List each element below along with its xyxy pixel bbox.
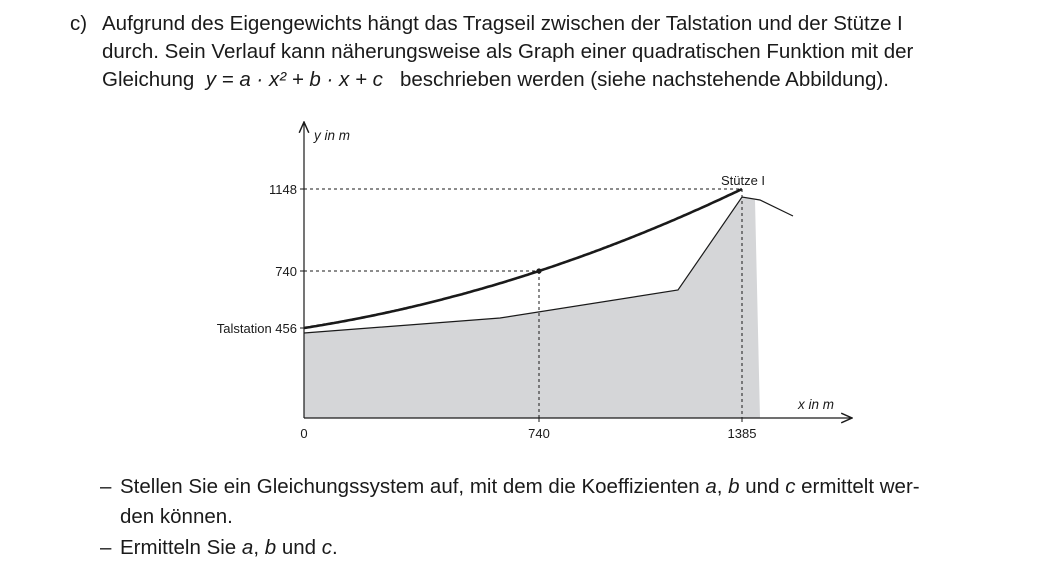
task-line-3-pre: Gleichung bbox=[102, 68, 195, 91]
task-text bbox=[102, 10, 1022, 94]
sep-2: , bbox=[253, 536, 260, 559]
task-line-2: durch. Sein Verlauf kann näherungsweise als Graph einer quadratischen Funktion mit der bbox=[102, 40, 914, 63]
subtask-1-part-a: Stellen Sie ein Gleichungssystem auf, mit dem die Koeffizienten bbox=[120, 475, 700, 498]
var-a-2: a bbox=[241, 536, 254, 559]
und-2: und bbox=[281, 536, 317, 559]
subtask-2-part-a: Ermitteln Sie bbox=[120, 536, 237, 559]
subtask-1-dash: – bbox=[100, 475, 112, 498]
subtask-2-text bbox=[120, 533, 1000, 563]
subtask-1-line-2: den können. bbox=[120, 505, 233, 528]
task-line-3-post: beschrieben werden (siehe nachstehende Abbildung). bbox=[399, 68, 889, 91]
subtask-2-dash: – bbox=[100, 536, 112, 559]
equation: y = a · x² + b · x + c bbox=[205, 68, 383, 91]
point-740 bbox=[536, 268, 541, 273]
var-b: b bbox=[728, 475, 740, 498]
var-c: c bbox=[785, 475, 796, 498]
y-tick-label-talstation: Talstation 456 bbox=[216, 321, 297, 336]
x-tick-label-1385: 1385 bbox=[727, 426, 757, 441]
und-1: und bbox=[745, 475, 780, 498]
subtask-2-end: . bbox=[332, 536, 338, 559]
task-label: c) bbox=[70, 12, 88, 35]
y-tick-label-1148: 1148 bbox=[269, 182, 297, 197]
x-tick-label-0: 0 bbox=[300, 426, 308, 441]
x-axis-label: x in m bbox=[798, 397, 835, 412]
var-b-2: b bbox=[264, 536, 277, 559]
terrain-area bbox=[304, 197, 760, 418]
y-tick-label-740: 740 bbox=[275, 264, 297, 279]
x-tick-label-740: 740 bbox=[528, 426, 550, 441]
var-c-2: c bbox=[321, 536, 333, 559]
stuetze-label: Stütze I bbox=[720, 173, 766, 188]
subtask-1-text bbox=[120, 472, 1000, 532]
cable-figure bbox=[0, 110, 1040, 450]
sep-1: , bbox=[716, 475, 723, 498]
subtask-1-part-b: ermittelt wer- bbox=[801, 475, 920, 498]
task-line-3 bbox=[102, 66, 1022, 94]
var-a: a bbox=[705, 475, 717, 498]
subtask-1-line-1 bbox=[120, 472, 1000, 502]
y-axis-label: y in m bbox=[314, 128, 351, 143]
task-line-1: Aufgrund des Eigengewichts hängt das Tragseil zwischen der Talstation und der Stütze I bbox=[102, 12, 903, 35]
